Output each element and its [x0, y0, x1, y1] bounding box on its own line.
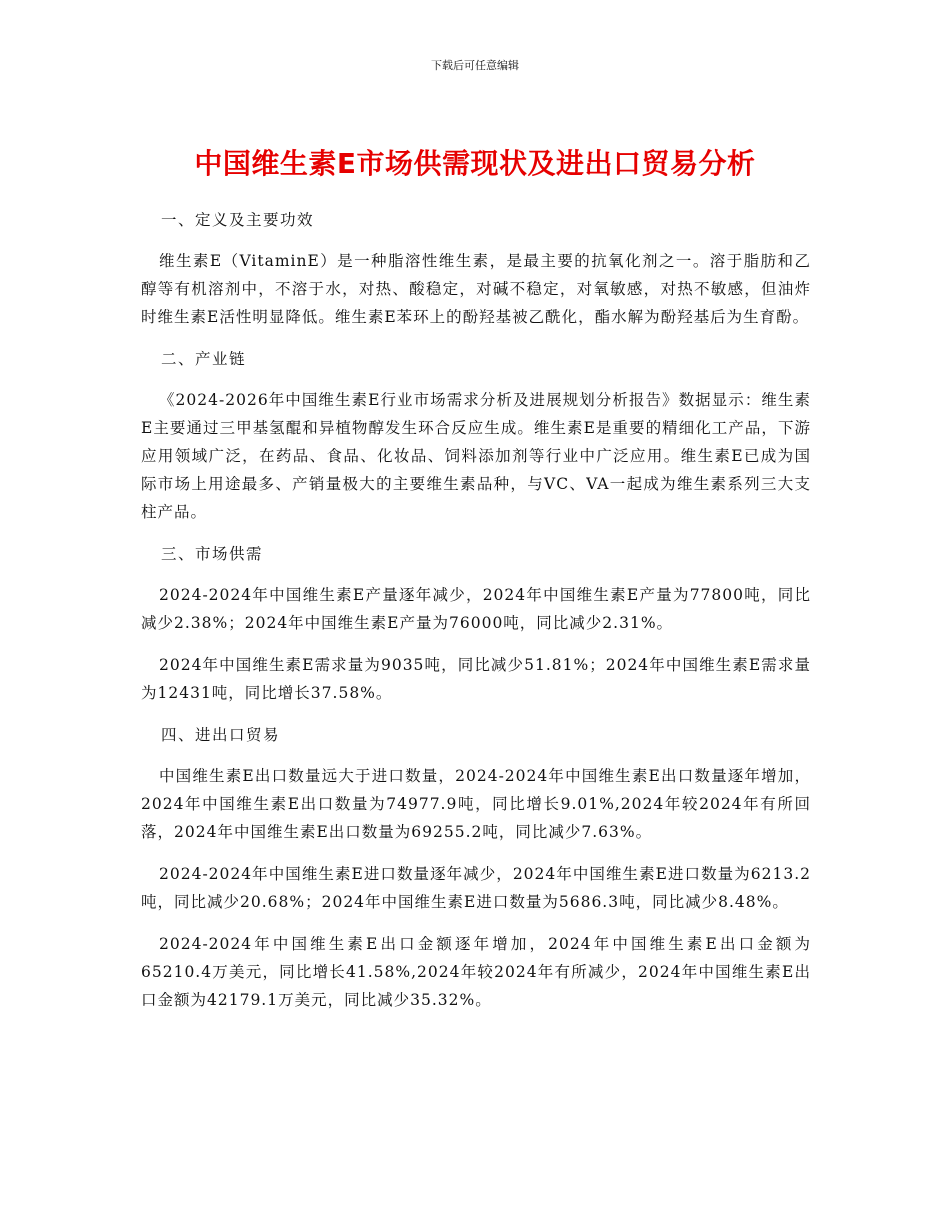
- paragraph-industry-chain: 《2024-2026年中国维生素E行业市场需求分析及进展规划分析报告》数据显示：维生素E主要通过三甲基氢醌和异植物醇发生环合反应生成。维生素E是重要的精细化工产品，下游应用领域广泛，在药品、食品、化妆品、饲料添加剂等行业中广泛应用。维生素E已成为国际市场上用途最多、产销量极大的主要维生素品种，与VC、VA一起成为维生素系列三大支柱产品。: [141, 391, 811, 521]
- document-title: 中国维生素E市场供需现状及进出口贸易分析: [194, 147, 756, 180]
- paragraph-export-value: 2024-2024年中国维生素E出口金额逐年增加，2024年中国维生素E出口金额为65210.4万美元，同比增长41.58%,2024年较2024年有所减少，2024年中国维生素E出口金额为42179.1万美元，同比减少35.32%。: [141, 935, 811, 1009]
- paragraph-demand: 2024年中国维生素E需求量为9035吨，同比减少51.81%；2024年中国维生素E需求量为12431吨，同比增长37.58%。: [141, 656, 811, 702]
- section-heading-industry-chain: 二、产业链: [161, 350, 247, 368]
- paragraph-production: 2024-2024年中国维生素E产量逐年减少，2024年中国维生素E产量为77800吨，同比减少2.38%；2024年中国维生素E产量为76000吨，同比减少2.31%。: [141, 586, 811, 632]
- paragraph-import-volume: 2024-2024年中国维生素E进口数量逐年减少，2024年中国维生素E进口数量为6213.2吨，同比减少20.68%；2024年中国维生素E进口数量为5686.3吨，同比减少8.48%。: [141, 865, 811, 911]
- paragraph-export-volume: 中国维生素E出口数量远大于进口数量，2024-2024年中国维生素E出口数量逐年增加，2024年中国维生素E出口数量为74977.9吨，同比增长9.01%,2024年较2024年有所回落，2024年中国维生素E出口数量为69255.2吨，同比减少7.63%。: [141, 767, 811, 841]
- paragraph-definition: 维生素E（VitaminE）是一种脂溶性维生素，是最主要的抗氧化剂之一。溶于脂肪和乙醇等有机溶剂中，不溶于水，对热、酸稳定，对碱不稳定，对氧敏感，对热不敏感，但油炸时维生素E活性明显降低。维生素E苯环上的酚羟基被乙酰化，酯水解为酚羟基后为生育酚。: [141, 252, 811, 326]
- section-heading-trade: 四、进出口贸易: [161, 726, 281, 744]
- section-heading-definition: 一、定义及主要功效: [161, 211, 315, 229]
- header-note: 下载后可任意编辑: [431, 59, 519, 72]
- section-heading-supply-demand: 三、市场供需: [161, 545, 264, 563]
- document-body: [141, 206, 811, 1028]
